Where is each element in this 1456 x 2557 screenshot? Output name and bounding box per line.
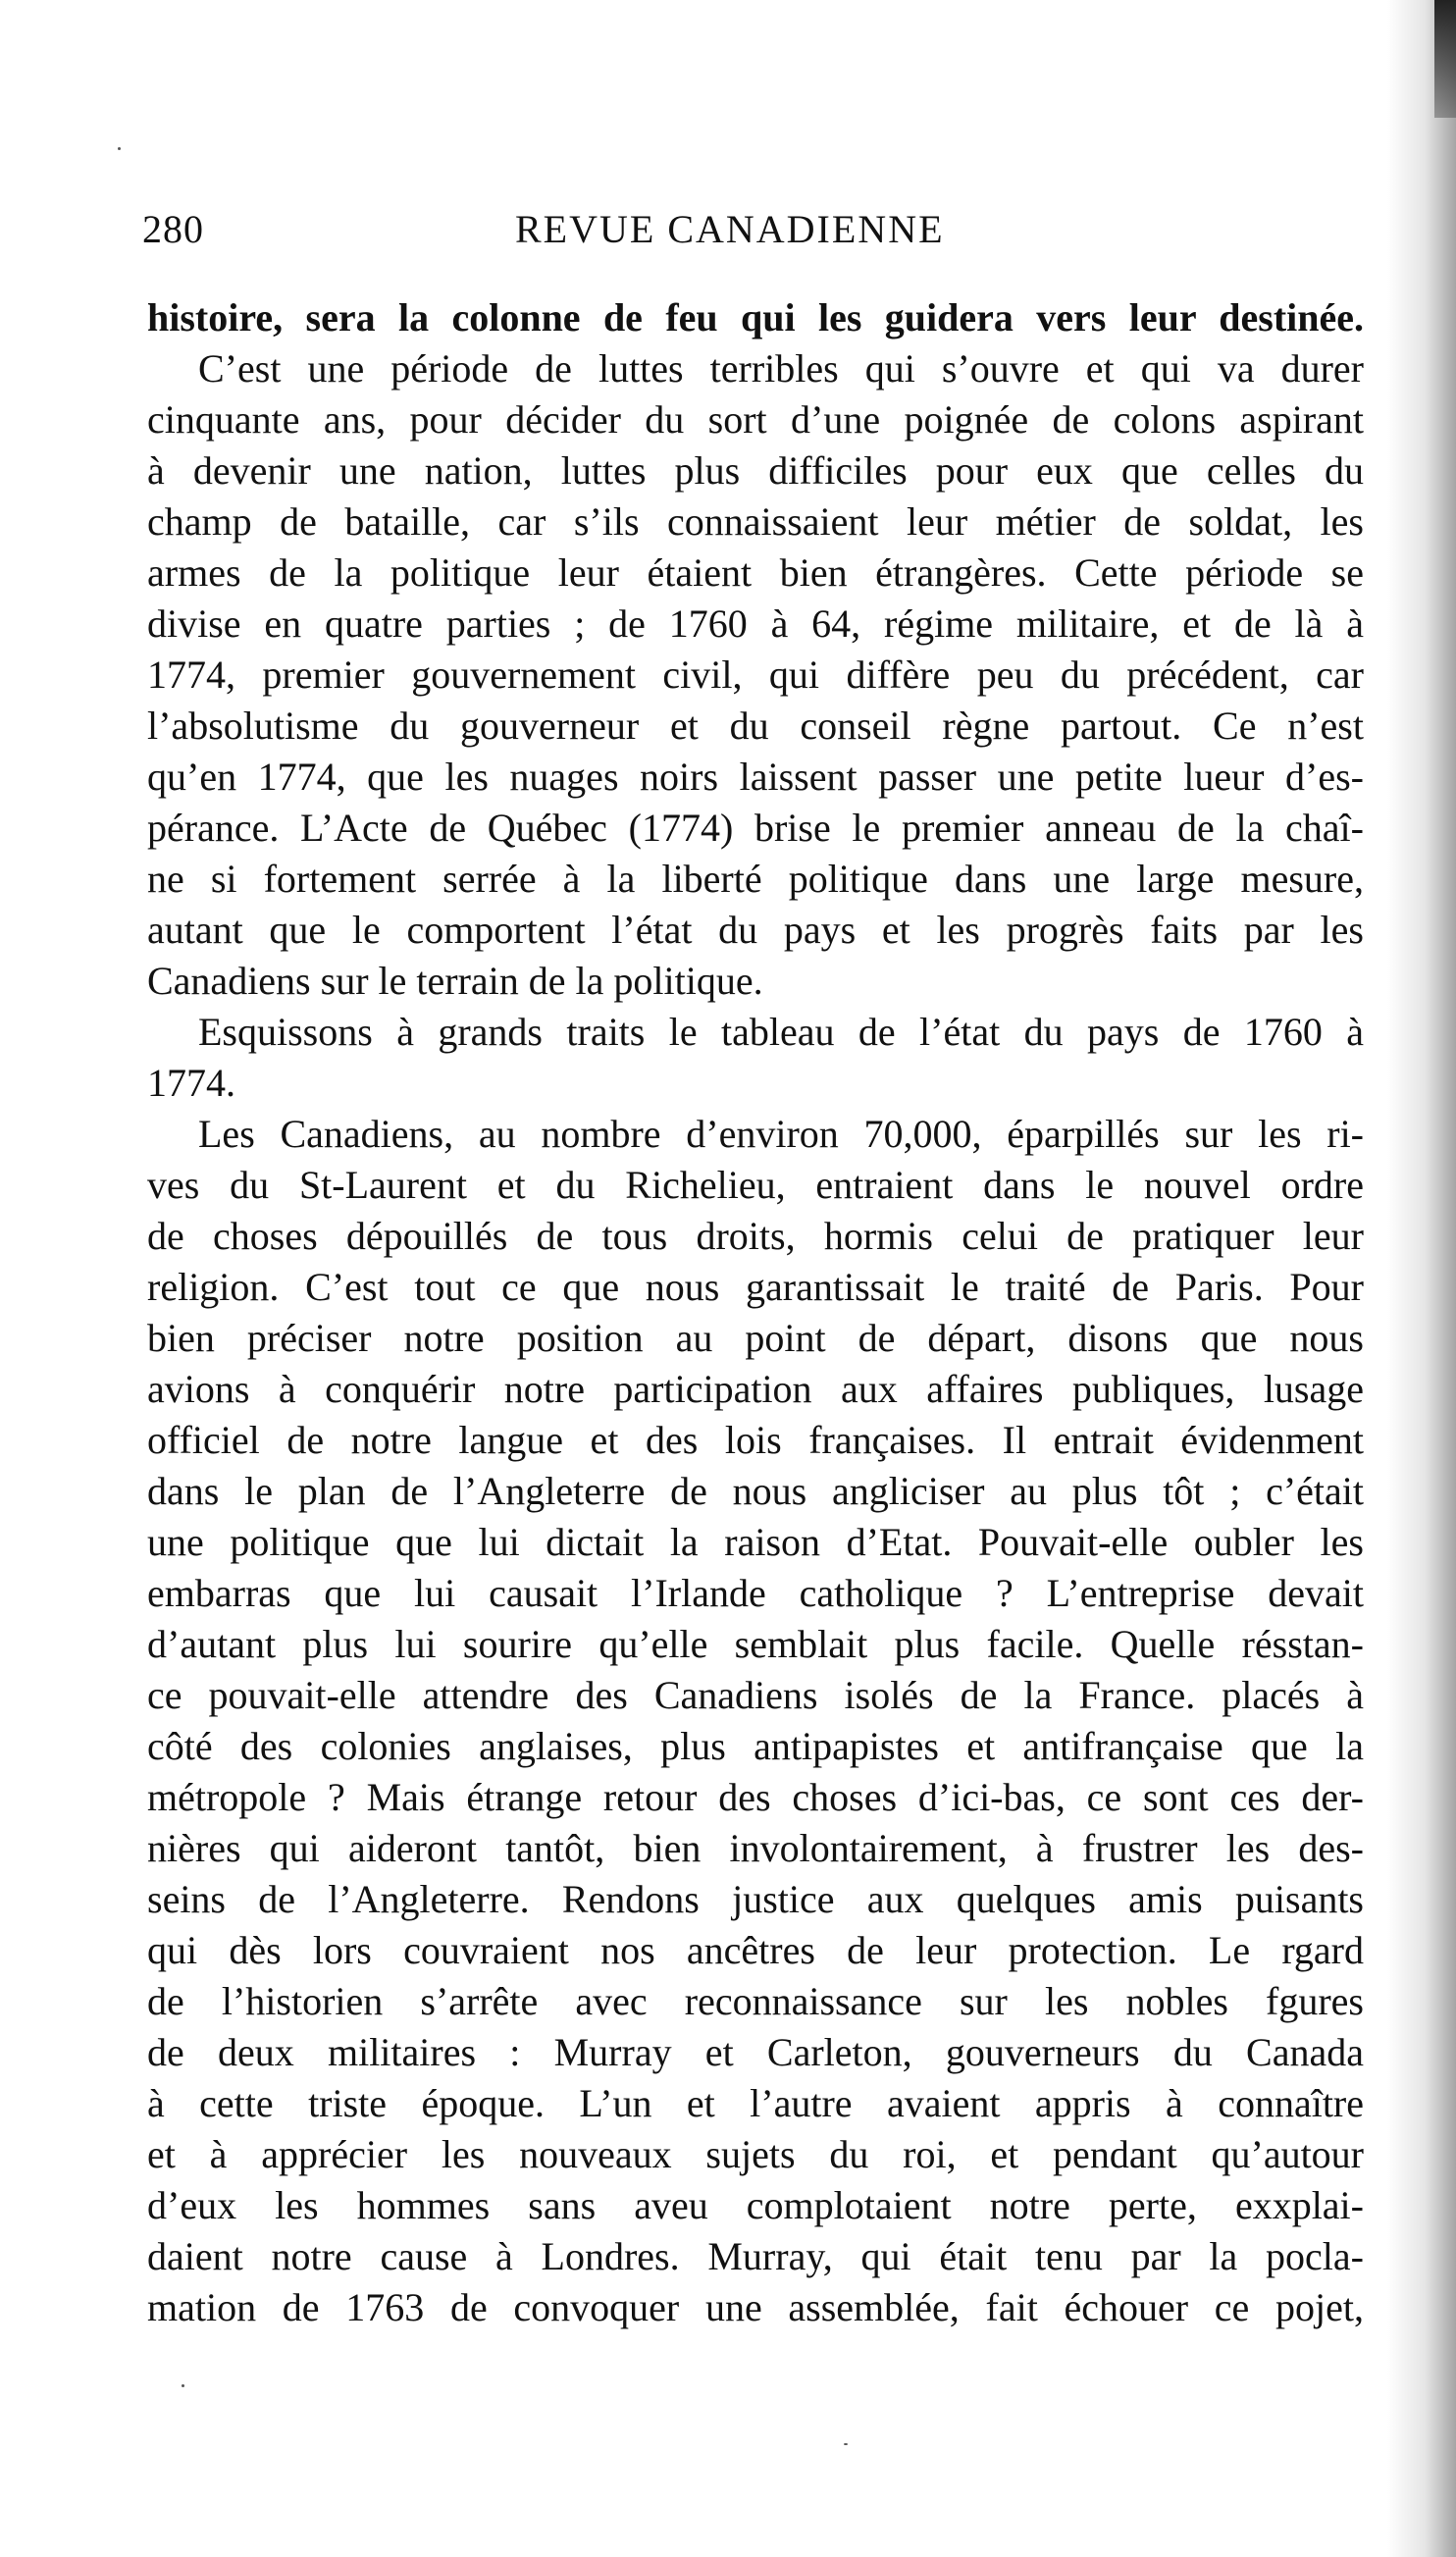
- text-line: une politique que lui dictait la raison d’Etat. Pouvait-elle oubler les: [147, 1520, 1364, 1564]
- running-title: REVUE CANADIENNE: [515, 207, 945, 251]
- text-line: d’eux les hommes sans aveu complotaient notre perte, exxplai-: [147, 2183, 1364, 2227]
- text-line: avions à conquérir notre participation aux affaires publiques, lusage: [147, 1367, 1364, 1411]
- text-line: ves du St-Laurent et du Richelieu, entraient dans le nouvel ordre: [147, 1163, 1364, 1207]
- text-line: à devenir une nation, luttes plus difficiles pour eux que celles du: [147, 448, 1364, 493]
- text-line: métropole ? Mais étrange retour des choses d’ici-bas, ce sont ces der-: [147, 1775, 1364, 1819]
- text-line: religion. C’est tout ce que nous garantissait le traité de Paris. Pour: [147, 1265, 1364, 1309]
- scan-speck: [182, 2384, 184, 2387]
- text-line: mation de 1763 de convoquer une assemblée, fait échouer ce pojet,: [147, 2285, 1364, 2329]
- text-line: qui dès lors couvraient nos ancêtres de leur protection. Le rgard: [147, 1928, 1364, 1972]
- text-line: l’absolutisme du gouverneur et du conseil règne partout. Ce n’est: [147, 704, 1364, 748]
- text-line: côté des colonies anglaises, plus antipapistes et antifrançaise que la: [147, 1724, 1364, 1768]
- text-line: ce pouvait-elle attendre des Canadiens isolés de la France. placés à: [147, 1673, 1364, 1717]
- text-line: de l’historien s’arrête avec reconnaissance sur les nobles fgures: [147, 1979, 1364, 2023]
- text-line: de deux militaires : Murray et Carleton, gouverneurs du Canada: [147, 2030, 1364, 2074]
- text-line: champ de bataille, car s’ils connaissaient leur métier de soldat, les: [147, 499, 1364, 544]
- text-line: bien préciser notre position au point de départ, disons que nous: [147, 1316, 1364, 1360]
- text-line: dans le plan de l’Angleterre de nous angliciser au plus tôt ; c’était: [147, 1469, 1364, 1513]
- text-line: 1774.: [147, 1061, 235, 1105]
- text-line: histoire, sera la colonne de feu qui les guidera vers leur destinée.: [147, 295, 1364, 339]
- text-line: officiel de notre langue et des lois françaises. Il entrait évidenment: [147, 1418, 1364, 1462]
- text-line: C’est une période de luttes terribles qui s’ouvre et qui va durer: [198, 346, 1364, 391]
- scan-speck: [118, 147, 121, 150]
- page-edge-shadow: [1387, 0, 1456, 2557]
- text-line: cinquante ans, pour décider du sort d’une poignée de colons aspirant: [147, 397, 1364, 442]
- text-line: seins de l’Angleterre. Rendons justice aux quelques amis puisants: [147, 1877, 1364, 1921]
- text-line: d’autant plus lui sourire qu’elle semblait plus facile. Quelle résstan-: [147, 1622, 1364, 1666]
- text-line: et à apprécier les nouveaux sujets du roi, et pendant qu’autour: [147, 2132, 1364, 2176]
- text-line: à cette triste époque. L’un et l’autre avaient appris à connaître: [147, 2081, 1364, 2125]
- body-text: [147, 292, 1364, 2333]
- text-line: pérance. L’Acte de Québec (1774) brise le premier anneau de la chaî-: [147, 806, 1364, 850]
- page-corner-shadow: [1434, 0, 1456, 118]
- text-line: daient notre cause à Londres. Murray, qui était tenu par la pocla-: [147, 2234, 1364, 2278]
- text-line: nières qui aideront tantôt, bien involontairement, à frustrer les des-: [147, 1826, 1364, 1870]
- text-line: embarras que lui causait l’Irlande catholique ? L’entreprise devait: [147, 1571, 1364, 1615]
- text-line: divise en quatre parties ; de 1760 à 64, régime militaire, et de là à: [147, 601, 1364, 646]
- text-line: armes de la politique leur étaient bien étrangères. Cette période se: [147, 550, 1364, 595]
- text-line: de choses dépouillés de tous droits, hormis celui de pratiquer leur: [147, 1214, 1364, 1258]
- page-number: 280: [142, 207, 204, 251]
- page-header: [142, 206, 1369, 265]
- text-line: autant que le comportent l’état du pays et les progrès faits par les: [147, 908, 1364, 952]
- text-line: 1774, premier gouvernement civil, qui diffère peu du précédent, car: [147, 652, 1364, 697]
- text-line: Canadiens sur le terrain de la politique.: [147, 959, 763, 1003]
- text-line: qu’en 1774, que les nuages noirs laissent passer une petite lueur d’es-: [147, 755, 1364, 799]
- text-line: Esquissons à grands traits le tableau de l’état du pays de 1760 à: [198, 1010, 1364, 1054]
- text-line: Les Canadiens, au nombre d’environ 70,000, éparpillés sur les ri-: [198, 1112, 1364, 1156]
- scan-speck: [844, 2443, 848, 2445]
- text-line: ne si fortement serrée à la liberté politique dans une large mesure,: [147, 857, 1364, 901]
